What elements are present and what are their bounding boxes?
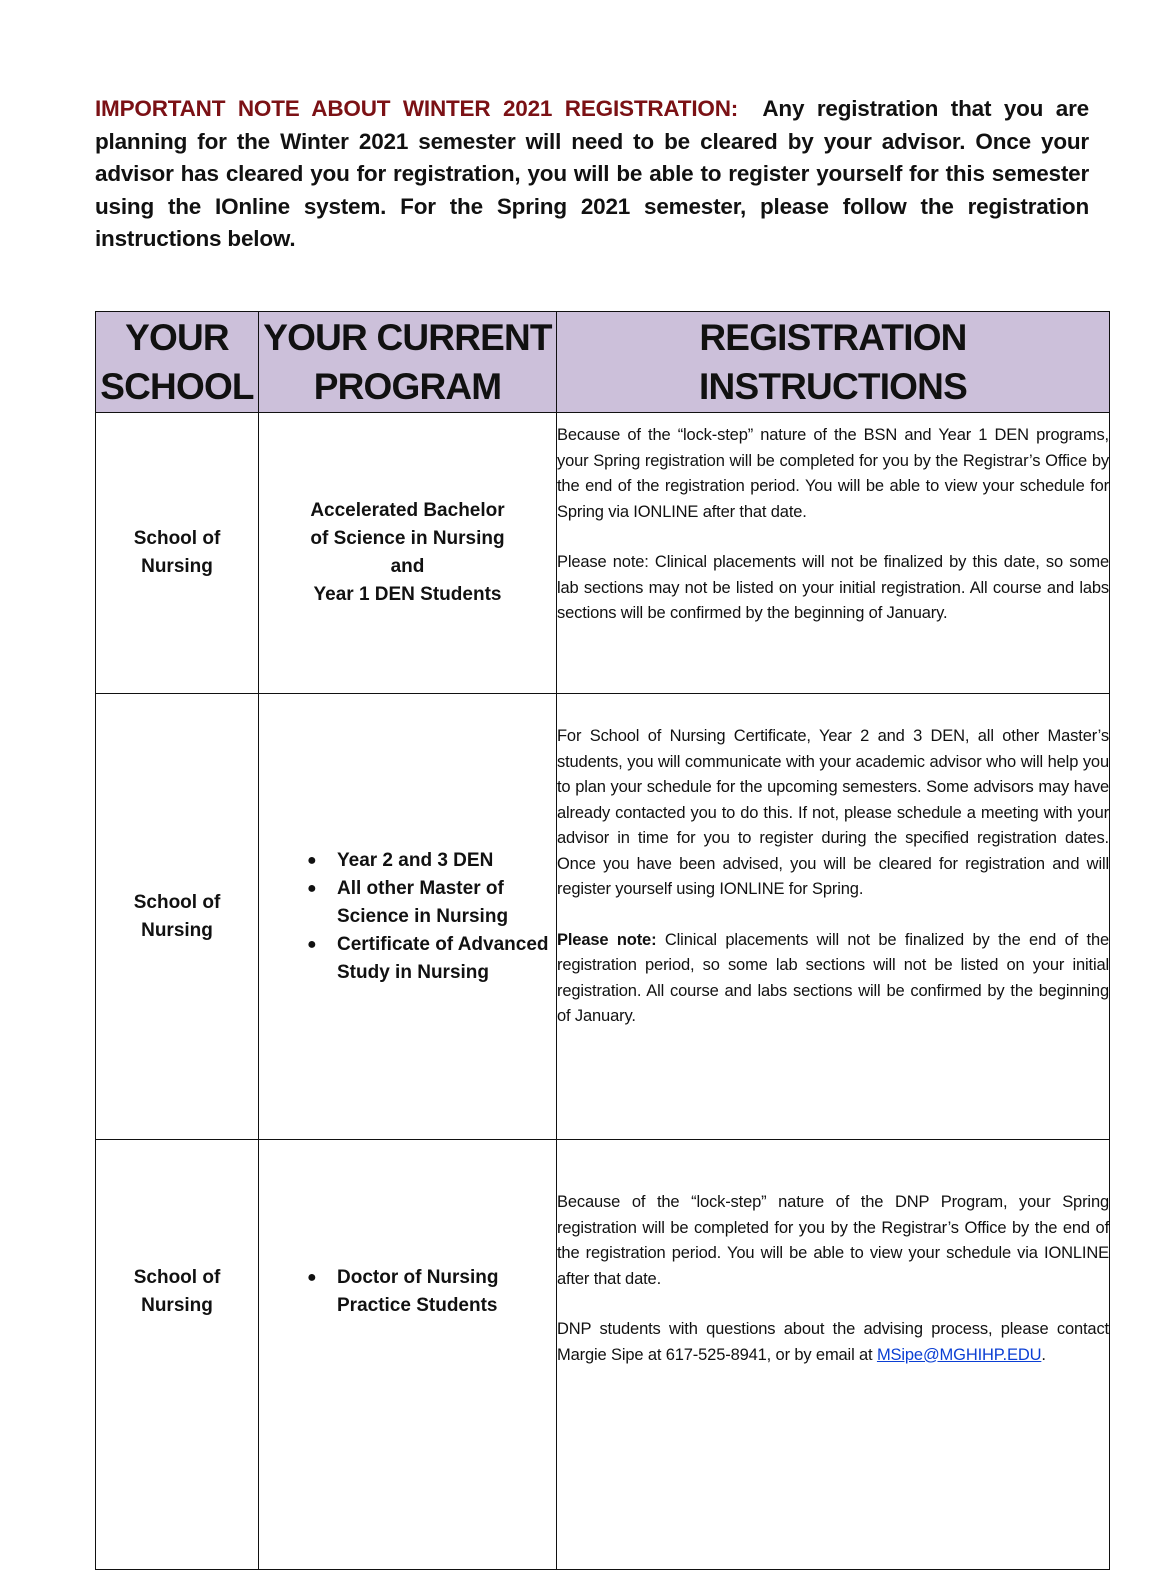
program-list-item: ● Year 2 and 3 DEN <box>337 847 556 875</box>
note-lead: IMPORTANT NOTE ABOUT WINTER 2021 REGISTRATION: <box>95 96 739 121</box>
header-your-school: YOUR SCHOOL <box>96 312 259 413</box>
bullet-icon: ● <box>307 1269 317 1286</box>
instruction-paragraph: DNP students with questions about the advising process, please contact Margie Sipe at 617-525-8941, or by email at MSipe@MGHIHP.EDU. <box>557 1320 1109 1364</box>
instruction-paragraph: Please note: Clinical placements will not be finalized by the end of the registration period, so some lab sections will not be listed on your initial registration. All course and labs sections will be confirmed by the beginning of January. <box>557 930 1109 1025</box>
instruction-paragraph: Because of the “lock-step” nature of the DNP Program, your Spring registration will be completed for you by the Registrar’s Office by the end of the registration period. You will be able to view your schedule via IONLINE after that date. <box>557 1193 1109 1288</box>
note-body: Any registration that you are planning for the Winter 2021 semester will need to be cleared by your advisor. Once your advisor has cleared you for registration, you will be able to register yourself for this semester using the IOnline system. For the Spring 2021 semester, please follow the registration instructions below. <box>95 96 1089 251</box>
table-row <box>96 694 1110 1140</box>
bullet-icon: ● <box>307 935 317 953</box>
program-list-item: ● Doctor of Nursing Practice Students <box>337 1264 556 1320</box>
program-list <box>259 1264 556 1320</box>
instructions-cell <box>557 1140 1110 1570</box>
instruction-paragraph: Please note: Clinical placements will not be finalized by this date, so some lab sections may not be listed on your initial registration. All course and labs sections will be confirmed by the beginning of January. <box>557 553 1109 622</box>
instruction-paragraph: Because of the “lock-step” nature of the BSN and Year 1 DEN programs, your Spring registration will be completed for you by the Registrar’s Office by the end of the registration period. You will be able to view your schedule for Spring via IONLINE after that date. <box>557 426 1109 521</box>
instruction-paragraph: For School of Nursing Certificate, Year 2 and 3 DEN, all other Master’s students, you will communicate with your academic advisor who will help you to plan your schedule for the upcoming semesters. Some advisors may have already contacted you to do this. If not, please schedule a meeting with your advisor in time for you to register during the specified registration dates. Once you have been advised, you will be cleared for registration and will register yourself using IONLINE for Spring. <box>557 727 1109 898</box>
header-your-current-program: YOUR CURRENT PROGRAM <box>259 312 557 413</box>
table-header-row <box>96 312 1110 413</box>
instructions-cell <box>557 413 1110 694</box>
winter-registration-note <box>95 93 1089 256</box>
program-cell <box>259 1140 557 1570</box>
program-list <box>259 847 556 987</box>
registration-table <box>95 311 1110 1570</box>
school-cell: School of Nursing <box>96 1140 259 1570</box>
header-registration-instructions: REGISTRATION INSTRUCTIONS <box>557 312 1110 413</box>
school-cell: School of Nursing <box>96 694 259 1140</box>
program-list-item: ● All other Master of Science in Nursing <box>337 875 556 931</box>
bullet-icon: ● <box>307 879 317 897</box>
program-cell <box>259 694 557 1140</box>
table-row <box>96 1140 1110 1570</box>
program-list-item: ● Certificate of Advanced Study in Nursing <box>337 931 556 987</box>
email-link[interactable]: MSipe@MGHIHP.EDU <box>876 1345 1042 1364</box>
program-cell: Accelerated Bachelor of Science in Nursing and Year 1 DEN Students <box>259 413 557 694</box>
table-row <box>96 413 1110 694</box>
bullet-icon: ● <box>307 851 317 869</box>
school-cell: School of Nursing <box>96 413 259 694</box>
please-note-label: Please note: <box>557 930 657 949</box>
instructions-cell <box>557 694 1110 1140</box>
